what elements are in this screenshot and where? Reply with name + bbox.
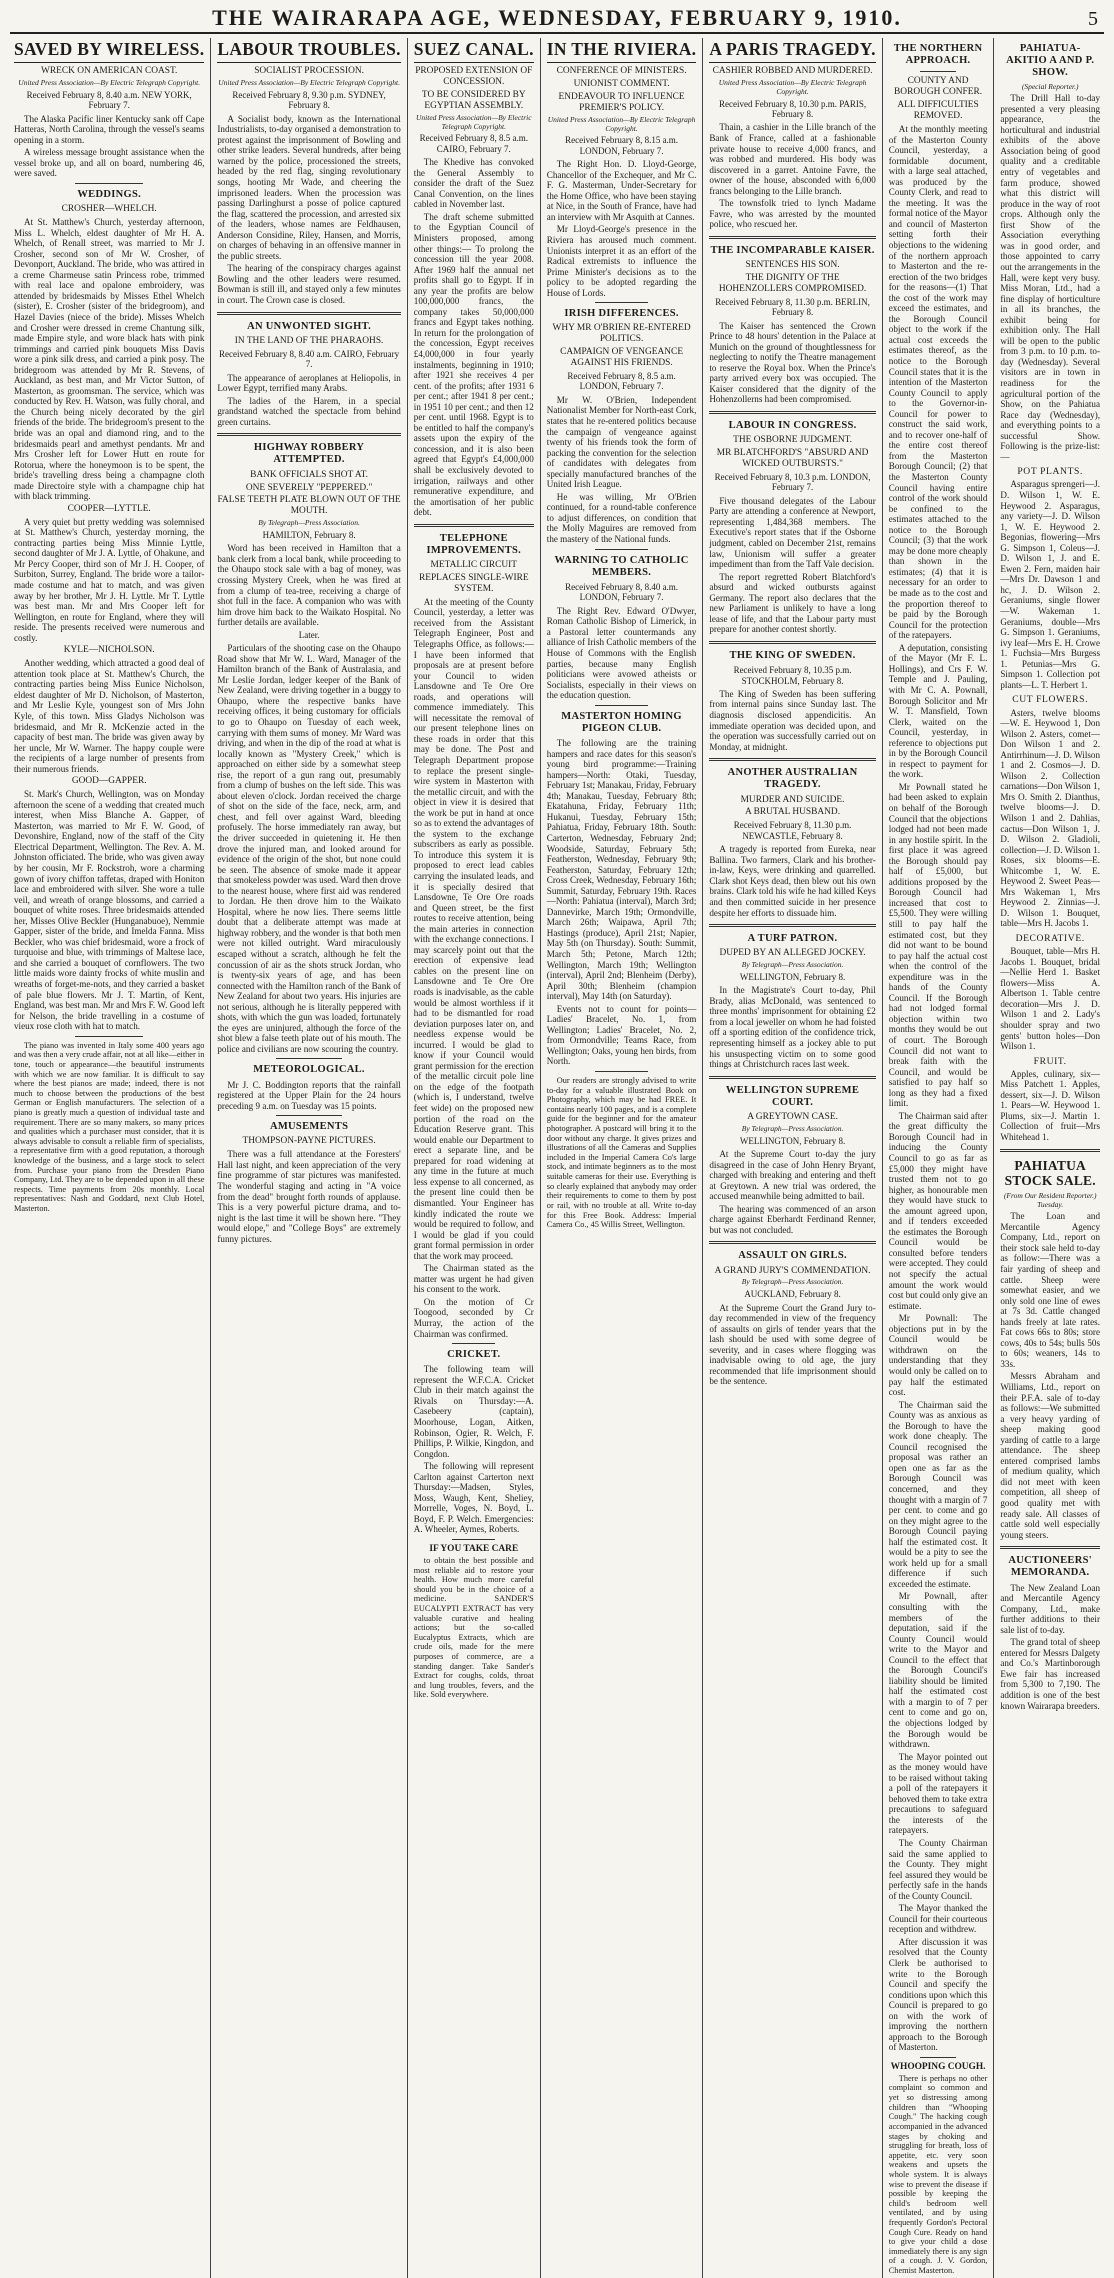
divider (709, 236, 875, 239)
article-paragraph: A wireless message brought assistance when the vessel broke up, and all on board, numbering 46, were saved. (14, 147, 205, 179)
article-paragraph: The appearance of aeroplanes at Heliopolis, in Lower Egypt, terrified many Arabs. (217, 372, 401, 394)
wire-credit: By Telegraph—Press Association. (741, 960, 844, 970)
column-4 (541, 38, 704, 2278)
article-subhead: WRECK ON AMERICAN COAST. (41, 66, 178, 77)
article-headline: LABOUR TROUBLES. (217, 40, 400, 63)
section-heading: MASTERTON HOMING PIGEON CLUB. (561, 710, 682, 734)
article-subhead: SENTENCES HIS SON. (745, 260, 840, 271)
article-paragraph: Mr Pownall, after consulting with the members of the deputation, said if the County Council would write to the Mayor and Council to the effect that the Borough Council's liability should be limited half the estimated cost with a margin to of 7 per cent to come and go on, the objections lodged by the Borough would be withdrawn. (888, 1591, 988, 1750)
article-headline: SUEZ CANAL. (414, 40, 534, 63)
article-paragraph: The Mayor thanked the Council for their courteous reception and withdrew. (888, 1903, 988, 1935)
column-6 (883, 38, 995, 2278)
article-subhead: METALLIC CIRCUIT (430, 560, 518, 571)
section-heading: CUT FLOWERS. (1012, 694, 1089, 706)
article-subhead: KYLE—NICHOLSON. (63, 645, 155, 656)
section-heading: WARNING TO CATHOLIC MEMBERS. (554, 554, 689, 578)
article-paragraph: In the Magistrate's Court to-day, Phil Brady, alias McDonald, was sentenced to three months' imprisonment for obtaining £2 from a local jeweller on whom he had foisted off a sporting edition of the confidence trick, representing himself as a jockey able to put his unsuspecting victim on to some good things at Christchurch races last week. (709, 985, 876, 1070)
article-paragraph: A Socialist body, known as the International Industrialists, to-day organised a demonstration to protest against the imprisonment of Bowling and other strike leaders. Several hundreds, after being warned by the police, processioned the streets, headed by the red flag, singing revolutionary songs, hooting Mr Wade, and cheering the imprisoned leaders. When the procession was passing Darlinghurst a posse of police captured the flag, scattered the procession, and arrested six of the leaders, whose names are Feldhausen, Anderson Considine, Riley, Hansen, and Morris, on charges of behaving in an offensive manner in the public streets. (217, 113, 401, 261)
article-paragraph: A deputation, consisting of the Mayor (Mr F. L. Hollings), and Crs F. W. Temple and J. Pauling, with Mr C. A. Pownall, Borough Solicitor and Mr W. T. Mansfield, Town Clerk, waited on the Council, yesterday, in reference to objections put in by the Borough Council in respect to payment for the work. (888, 642, 988, 780)
wire-credit: United Press Association—By Electric Telegraph Copyright. (718, 78, 867, 96)
article-paragraph: Mr J. C. Boddington reports that the rainfall registered at the Upper Plain for the 24 hours preceding 9 a.m. on Tuesday was 15 points. (217, 1079, 401, 1111)
article-paragraph: The report regretted Robert Blatchford's absurd and wicked outbursts against Germany. The report also declares that the new Parliament is unlikely to have a long lease of life, and that the Labour party must prepare for another contest shortly. (709, 571, 876, 635)
dateline: Received February 8, 8.40 a.m. LONDON, February 7. (565, 581, 679, 603)
article-paragraph: The following will represent Carlton against Carterton next Thursday:—Madsen, Styles, Moss, Waugh, Kent, Sheliey, Morrelle, Voges, N. Boyd, L. Boyd, F. P. Welch. Emergencies: A. Wheeler, Aymes, Roberts. (413, 1461, 534, 1535)
article-subhead: FALSE TEETH PLATE BLOWN OUT OF THE MOUTH. (217, 495, 401, 517)
divider (709, 924, 875, 927)
article-paragraph: The County Chairman said the same applied to the County. They might feel assured they would be perfectly safe in the hands of the County Council. (888, 1838, 988, 1901)
section-heading: ANOTHER AUSTRALIAN TRAGEDY. (727, 767, 858, 791)
masthead-title: THE WAIRARAPA AGE, WEDNESDAY, FEBRUARY 9, 1910. (212, 5, 902, 30)
divider (452, 1343, 495, 1344)
article-subhead: ALL DIFFICULTIES REMOVED. (897, 100, 979, 122)
page-number: 5 (1088, 8, 1098, 30)
dateline: WELLINGTON, February 8. (739, 971, 846, 982)
advertisement: to obtain the best possible and most reliable aid to restore your health. How much more careful should you be in the choice of a medicine. SANDER'S EUCALYPTI EXTRACT has very valuable curative and healing actions; but the so-called Eucalyptus Extracts, which are crude oils, made for the mere purposes of commerce, are a standing danger. Take Sander's Extract for coughs, colds, throat and lung troubles, fevers, and the like. Sold everywhere. (413, 1555, 534, 1700)
article-subhead: A BRUTAL HUSBAND. (745, 807, 841, 818)
article-paragraph: The Alaska Pacific liner Kentucky sank off Cape Hatteras, North Carolina, through the vessel's seams opening in a storm. (14, 113, 205, 145)
section-heading: IRISH DIFFERENCES. (564, 308, 679, 320)
article-paragraph: The King of Sweden has been suffering from internal pains since Sunday last. The diagnosis disclosed appendicitis. An immediate operation was decided upon, and the operation was successfully carried out on Monday, at midnight. (709, 688, 876, 752)
article-headline: A PARIS TRAGEDY. (709, 40, 875, 63)
article-paragraph: Another wedding, which attracted a good deal of attention took place at St. Matthew's Church, the contracting parties being Miss Eunice Nicholson, eldest daughter of Mr D. Nicholson, of Masterton, and Mr Leslie Kyle, youngest son of Mrs John Kyle, of this town. Miss Gladys Nicholson was bridesmaid, and Mr R. McKenzie acted in the capacity of best man. The bride was given away by her uncle, Mr W. Warner. The happy couple were the recipients of a large number of presents from their numerous friends. (14, 658, 205, 774)
article-paragraph: Mr Pownall stated he had been asked to explain on behalf of the Borough Council that the objections lodged had not been made in any hostile spirit. In the first place it was agreed the Borough should pay half of £5,000, but additions proposed by the Borough Council had increased that cost to £5,500. They were willing still to pay half the estimated cost, but they did not want to be bound to pay half the actual cost when the control of the expenditure was in the hands of the County Council. If the Borough had not lodged formal objection within two months they would be out of court. The Borough Council did not want to break faith with the Council, and would be satisfied to pay half so long as they had a fixed limit. (888, 781, 988, 1109)
article-subhead: CONFERENCE OF MINISTERS. (556, 66, 687, 77)
wire-credit: United Press Association—By Electric Telegraph Copyright. (18, 78, 201, 88)
section-heading: A TURF PATRON. (747, 933, 838, 945)
column-5 (703, 38, 882, 2278)
article-paragraph: The Kaiser has sentenced the Crown Prince to 48 hours' detention in the Palace at Munich on the ground of thoughtlessness for neglecting to notify the Theatre management to reserve the Royal box. When the Prince's party arrived every box was occupied. The Kaiser considered that the dignity of the Hohenzollerns had been compromised. (709, 320, 876, 405)
article-subhead: COUNTY AND BOROUGH CONFER. (894, 76, 983, 98)
article-paragraph: At the Supreme Court the Grand Jury to-day recommended in view of the frequency of assaults on girls of tender years that the lash should be used with some degree of severity, and in cases where flogging was inadvisable owing to old age, the jury recommended that life imprisonment should be the sentence. (709, 1302, 876, 1387)
article-paragraph: A tragedy is reported from Eureka, near Ballina. Two farmers, Clark and his brother-in-law, Keys, were drinking and quarrelled. Clark shot Keys dead, then blew out his own brains. Clark told his wife he had killed Keys and then committed suicide in her presence despite her efforts to dissuade him. (709, 844, 876, 918)
divider (709, 758, 875, 761)
article-paragraph: A very quiet but pretty wedding was solemnised at St. Matthew's Church, yesterday morning, the contracting parties being Miss Minnie Lyttle, second daughter of Mr J. A. Lyttle, of Ohakune, and Mr Percy Cooper, third son of Mr J. H. Cooper, of Surbiton, Surrey, England. The bride wore a tailor-made costume and hat to match, and was given away by her brother, Mr J. H. Lyttle. Mr T. Lyttle was best man. Mr and Mrs Cooper left for Wellington, en route for England, where they will reside. The presents received were numerous and costly. (14, 516, 205, 643)
wire-credit: United Press Association—By Electric Telegraph Copyright. (218, 78, 400, 88)
reporter-credit: (From Our Resident Reporter.) Tuesday. (1003, 1190, 1097, 1209)
article-subhead: SOCIALIST PROCESSION. (254, 66, 364, 77)
divider (595, 302, 649, 303)
article-paragraph: The Chairman said the County was as anxious as the Borough to have the work done cheaply. The Council recognised the proposal was rather an open one as far as the Borough Council was concerned, and they thought with a margin of 7 per cent. to come and go on they might agree to the Borough Council paying half the estimated cost. It would be a pity to see the work held up for a small difference if such exceeded the estimate. (888, 1399, 988, 1589)
divider (452, 1539, 495, 1540)
dateline: Received February 8, 8.40 a.m. NEW YORK, February 7. (26, 89, 192, 111)
divider (276, 1115, 342, 1116)
dateline: Received February 8, 11.30 p.m. NEWCASTLE, February 8. (733, 820, 852, 841)
advertisement-heading: WHOOPING COUGH. (890, 2061, 986, 2072)
dateline: Received February 8, 10.3 p.m. LONDON, February 7. (714, 471, 871, 493)
wire-credit: United Press Association—By Electric Telegraph Copyright. (415, 112, 532, 131)
section-heading: THE INCOMPARABLE KAISER. (710, 244, 875, 256)
article-paragraph: After discussion it was resolved that the County Clerk be authorised to write to the Borough Council and specify the conditions upon which this Council is prepared to go on with the work of improving the northern approach to the Borough of Masterton. (888, 1936, 988, 2053)
divider (75, 1036, 144, 1037)
divider (920, 2057, 955, 2058)
article-subhead: WHY MR O'BRIEN RE-ENTERED POLITICS. (552, 323, 691, 345)
article-paragraph: Events not to count for points—Ladies' Bracelet, No. 1, from Wellington; Ladies' Bracelet, No. 2, from Ormondville; Teams Race, from Wellington; Oaks, young hen birds, from North. (546, 1003, 697, 1067)
dateline: Received February 8, 8.5 a.m. CAIRO, February 7. (419, 133, 529, 154)
section-heading: AN UNWONTED SIGHT. (247, 320, 372, 332)
article-paragraph: The Mayor pointed out as the money would have to be raised without taking a poll of the ratepayers it behoved them to take extra precautions to safeguard the interests of the ratepayers. (888, 1751, 988, 1836)
section-heading: TELEPHONE IMPROVEMENTS. (426, 532, 522, 556)
article-paragraph: At St. Matthew's Church, yesterday afternoon, Miss L. Whelch, eldest daughter of Mr H. A. Whelch, of Renall street, was married to Mr J. Crosher, second son of Mr W. Crosher, of Devonport, Auckland. The bride, who was attired in a creme Charmeuse satin Princess robe, trimmed with real lace and opalone embroidery, was attended by bridesmaids by Misses Ethel Whelch (sister), E. Crosher (sister of the bridegroom), and Hazel Davies (niece of the bride). Misses Whelch and Crosher were dressed in creme Chantung silk, made Empire style, and wore black hats with pink trimmings and carried pink bouquets Miss Davis wore a pink silk dress, and carried a pink posy. The bridegroom was attended by Mr R. Stevens, of Auckland, as best man, and Mr Victor Sutton, of Masterton, as groomsman. The service, which was conducted by Rev. H. Watson, was fully choral, and the Church being nicely decorated by the girl friends of the bride. The bridegroom's present to the bride was an opal and diamond ring, and to the bridesmaids pearl and amethyst pendants. Mr and Mrs Crosher left for Lower Hutt en route for Rotorua, where the honeymoon is to be spent, the bride's travelling dress being a champagne cloth made Directoire style with a champagne chip hat with black trimming. (14, 217, 205, 502)
section-heading: LABOUR IN CONGRESS. (728, 420, 857, 432)
columns (8, 38, 1106, 2276)
divider (709, 411, 875, 414)
article-paragraph: The hearing of the conspiracy charges against Bowling and the other leaders were resumed. Bowman is still ill, and stayed only a few minutes in court. The Crown case is closed. (217, 263, 401, 306)
dateline: Received February 8, 9.30 p.m. SYDNEY, February 8. (232, 89, 386, 111)
wire-credit: United Press Association—By Electric Telegraph Copyright. (547, 114, 696, 133)
article-subhead: UNIONIST COMMENT. (573, 79, 670, 90)
article-subhead: A GRAND JURY'S COMMENDATION. (714, 1265, 871, 1276)
wire-credit: By Telegraph—Press Association. (741, 1123, 844, 1133)
article-subhead: GOOD—GAPPER. (71, 776, 147, 787)
divider (595, 549, 649, 550)
dateline: HAMILTON, February 8. (262, 529, 356, 540)
dateline: Received February 8, 11.30 p.m. BERLIN, February 8. (715, 296, 870, 318)
article-paragraph: Mr Lloyd-George's presence in the Riviera has aroused much comment. Unionists interpret it as an effort of the Radical extremists to influence the Prime Minister's decisions as to the policy to be adopted regarding the House of Lords. (546, 224, 697, 298)
section-heading: CRICKET. (447, 1349, 501, 1361)
article-paragraph: At the monthly meeting of the Masterton County Council, yesterday, a formidable document, with a large seal attached, was produced by the County Clerk, and read to the meeting. It was the formal notice of the Mayor and council of Masterton setting forth their objections to the widening of the northern approach to Masterton and the re-erection of the two bridges for the reasons—(1) That the cost of the work may exceed the estimates, and the Borough Council object to the work if the actual cost exceeds the estimates thereof, as the notice to the Borough Council states that it is the intention of the Masterton County Council to apply to the Governor-in-Council for power to construct the said work, and to recover one-half of the entire cost thereof from the Masterton Borough Council; (2) that the Masterton County Council having entire control of the work should be confined to the estimates attached to the notice to the Borough Council; (3) that the work may be done more cheaply than shown in the estimates; (4) that it is necessary for an order to be made as to the cost and the proportion thereof to be paid by the Borough Council for the protection of the ratepayers. (888, 123, 988, 641)
article-subhead: COOPER—LYTTLE. (67, 503, 151, 514)
divider (709, 641, 875, 644)
article-headline: PAHIATUA-AKITIO A AND P. SHOW. (1006, 43, 1095, 79)
article-subhead: THE OSBORNE JUDGMENT. (733, 435, 852, 446)
dateline: Received February 8, 8.5 a.m. LONDON, February 7. (567, 371, 676, 392)
section-heading: PAHIATUA STOCK SALE. (1004, 1157, 1096, 1189)
section-heading: POT PLANTS. (1017, 466, 1083, 478)
article-paragraph: The Loan and Mercantile Agency Company, Ltd., report on their stock sale held to-day as follow:—There was a fair yarding of sheep and cattle. Sheep were somewhat easier, and we only sold one line of ewes at 7s 3d. Cattle changed hands freely at late rates. Fat cows 66s to 80s; store cows, 40s to 54s; bulls 50s to 60s; weaners, 14s to 33s. (1000, 1211, 1100, 1369)
article-paragraph: Five thousand delegates of the Labour Party are attending a conference at Newport, representing 1,484,368 members. The Executive's report states that if the Osborne judgment, cabled on December 21st, remains law, Unionism will suffer a greater impediment than from the Taff Vale decision. (709, 495, 876, 570)
column-7 (994, 38, 1106, 2278)
advertisement: Our readers are strongly advised to write to-day for a valuable illustrated Book on Photography, which may be had FREE. It contains nearly 100 pages, and is a complete guide for the beginner and for the amateur photographer. A postcard will bring it to the door without any charge. It gives prizes and illustrations of all the Cameras and Supplies included in the Imperial Camera Co's large stock, and intimate beginners as to the most suitable cameras for their use. Everything is so clearly explained that anybody may order their requirements to come to them by post or rail, with no trouble at all. Write to-day for this Free Book. Address: Imperial Camera Co., 45 Willis Street, Wellington. (546, 1076, 697, 1230)
dateline: Later. (298, 629, 320, 640)
section-heading: AUCTIONEERS' MEMORANDA. (1008, 1555, 1092, 1579)
article-paragraph: Apples, culinary, six—Miss Patchett 1. Apples, dessert, six—J. D. Wilson 1. Pears—W. Heywood 1. Plums, six—J. Martin 1. Collection of fruit—Mrs Whitehead 1. (1000, 1068, 1100, 1143)
article-paragraph: On the motion of Cr Toogood, seconded by Cr Murray, the action of the Chairman was confirmed. (413, 1296, 534, 1339)
article-paragraph: There was a full attendance at the Foresters' Hall last night, and keen appreciation of the very fine programme of star pictures was manifested. The wonderful staging and acting in "A voice from the dead" brought forth rounds of applause. This is a very powerful picture drama, and to-night is the last time it will be shown here. "They would elope," and "College Boys" are extremely funny pictures. (217, 1149, 401, 1244)
article-paragraph: Asters, twelve blooms—W. E. Heywood 1, Don Wilson 2. Asters, comet—Don Wilson 1 and 2. Antirrhinum—J. D. Wilson 1 and 2. Cosmos—J. D. Wilson 2. Collection carnations—Don Wilson 1, Mrs O. Smith 2. Dianthus, twelve blooms—J. D. Wilson 1 and 2. Dahlias, cactus—Don Wilson 1, J. D. Wilson 2. Gladioli, collection—J. D. Wilson 1. Roses, six blooms—E. Whitcombe 1, W. E. Heywood 2. Sweet Peas—Mrs Wakeman 1, Mrs Heywood 2. Zinnias—J. D. Wilson 1. Bouquet, table—Mrs H. Jacobs 1. (1000, 707, 1100, 929)
article-subhead: THOMPSON-PAYNE PICTURES. (242, 1136, 376, 1147)
article-subhead: BANK OFFICIALS SHOT AT. (250, 469, 369, 480)
article-subhead: IN THE LAND OF THE PHARAOHS. (234, 335, 384, 346)
section-heading: WEDDINGS. (77, 189, 142, 200)
divider (1000, 1546, 1100, 1549)
article-paragraph: The Right Rev. Edward O'Dwyer, Roman Catholic Bishop of Limerick, in a Pastoral letter countermands any alliance of Irish Catholic members of the House of Commons with the English parties, because many English politicians were avowed atheists or Socialists, especially in their views on the education question. (546, 605, 697, 701)
article-paragraph: The ladies of the Harem, in a special grandstand watched the spectacle from behind green curtains. (217, 395, 401, 427)
article-paragraph: At the Supreme Court to-day the jury disagreed in the case of John Henry Bryant, charged with breaking and entering and theft at Greytown. A new trial was ordered, the accused meanwhile being admitted to bail. (709, 1149, 876, 1202)
article-subhead: DUPED BY AN ALLEGED JOCKEY. (719, 948, 866, 959)
article-paragraph: The draft scheme submitted to the Egyptian Council of Ministers proposed, among other things:— To prolong the concession till the year 2008. After 1969 half the annual net profits shall go to Egypt. If in any year the profits are below 100,000,000 francs, the company takes 50,000,000 francs and Egypt takes nothing. In return for the prolongation of the concession, Egypt receives £4,000,000 in four yearly instalments, beginning in 1910; after 1921 she receives 4 per cent. of the profits; after 1931 6 per cent.; after 1941 8 per cent.; in 1951 10 per cent.; and then 12 per cent. until 1968. Egypt is to be entitled to half the company's assets upon the expiry of the concession, and it is also been agreed that Egypt's £4,000,000 shall be exclusively devoted to irrigation, railways and other remunerative expenditure, and the amortisation of her public debt. (413, 211, 534, 518)
divider (709, 1241, 875, 1244)
divider (709, 1076, 875, 1079)
article-headline: IN THE RIVIERA. (547, 40, 697, 63)
article-paragraph: Thain, a cashier in the Lille branch of the Bank of France, called at a fashionable private house to receive 4,000 francs, and was robbed and murdered. His body was discovered in a garret. Antoine Favre, the owner of the house, absconded with 6,000 francs belonging to the Lille branch. (709, 122, 876, 196)
article-subhead: ONE SEVERELY "PEPPERED." (245, 482, 373, 493)
column-2 (211, 38, 407, 2278)
article-paragraph: The following team will represent the W.F.C.A. Cricket Club in their match against the Rivals on Thursday:—A. Casebeery (captain), Moorhouse, Logan, Aitken, Robinson, Ogier, R. Welch, F. Phillips, P. Wilkie, Kingdon, and Congdon. (413, 1364, 534, 1459)
article-subhead: MURDER AND SUICIDE. (740, 794, 845, 805)
article-subhead: ENDEAVOUR TO INFLUENCE PREMIER'S POLICY. (558, 92, 685, 113)
section-heading: FRUIT. (1033, 1055, 1067, 1067)
article-paragraph: Particulars of the shooting case on the Ohaupo Road show that Mr W. L. Ward, Manager of the Hamilton branch of the Bank of Australasia, and Mr Leslie Jordan, ledger keeper of the Bank of New Zealand, were driving together in a buggy to Ohaupo, where the respective banks have receiving offices, it being customary for officials to go to Ohaupo on Tuesday of each week, carrying with them sums of money. Mr Ward was driving, and when in the dip of the road at what is locally known as "Mystery Creek," which is approached on either side by a somewhat steep rise, the report of a gun rang out, presumably from a clump of bushes on the left side. This was about eleven o'clock. Jordan received the charge of shot on the side of the face, neck, arm, and chest, and fell over against Ward, bleeding profusely. The horse immediately ran away, but the driver succeeded in quietening it. He then drove the injured man, and looked around for evidence of the origin of the shot, but none could be seen. The absence of smoke made it appear that smokeless powder was used. Ward then drove to the nearest house, where first aid was rendered to Jordan. He then drove him to the Waikato Hospital, where he now lies. There seems little doubt that a deliberate attempt was made at highway robbery, and the wonder is that both men were not killed outright. Ward miraculously escaped without a scratch, although he felt the concussion of air as the shots struck Jordan, who is twenty-six years of age, and has been connected with the Hamilton ranch of the Bank of New Zealand for about two years. His injuries are not serious, although he is literally peppered with shots, with which the gun was loaded, fortunately the eyes are uninjured, although the force of the shot blew a false teeth plate out of his mouth. The police and civilians are now scouring the country. (217, 643, 401, 1054)
divider (920, 71, 955, 72)
divider (217, 312, 400, 315)
article-paragraph: The Chairman stated as the matter was urgent he had given his consent to the work. (413, 1263, 534, 1295)
article-paragraph: The hearing was commenced of an arson charge against Eberhardt Ferdinand Renner, but was not concluded. (709, 1203, 876, 1235)
advertisement-heading: IF YOU TAKE CARE (429, 1543, 519, 1554)
divider (595, 705, 649, 706)
divider (595, 1071, 649, 1072)
section-heading: WELLINGTON SUPREME COURT. (725, 1084, 860, 1108)
section-heading: AMUSEMENTS (269, 1121, 349, 1133)
section-heading: THE KING OF SWEDEN. (729, 649, 856, 661)
article-paragraph: Messrs Abraham and Williams, Ltd., report on their P.F.A. sale of to-day as follows:—We submitted a very heavy yarding of sheep making good yarding of cattle to a large attendance. The sheep entered comprised lambs of medium quality, which did not meet with keen competition, all sheep of good quality met with ready sale. All classes of cattle sold well especially young steers. (1000, 1371, 1100, 1540)
article-subhead: MR BLATCHFORD'S "ABSURD AND WICKED OUTBURSTS." (716, 448, 869, 469)
wire-credit: By Telegraph—Press Association. (258, 518, 360, 528)
section-heading: HIGHWAY ROBBERY ATTEMPTED. (253, 442, 365, 466)
article-paragraph: The following are the training hampers and race dates for this season's young bird programme:—Training hampers—North: Otaki, Tuesday, February 1st; Manakau, Friday, February 4th; Manakau, Tuesday, February 8th; Ekatahuna, Friday, February 11th; Hukanui, Tuesday, February 15th; Pahiatua, Friday, February 18th. South: Carterton, Wednesday, February 2nd; Woodside, Saturday, February 5th; Featherston, Wednesday, February 9th; Featherston, Saturday, February 12th; Cross Creek, Wednesday, February 16th; Summit, Saturday, February 19th. Races—North: Pahiatua (interval), March 3rd; Dannevirke, March 19th; Ormondville, March 26th; Waipawa, April 7th; Hastings (produce), April 21st; Napier, May 5th (on Thursday). South: Summit, March 5th; Petone, March 12th; Wellington, March 19th; Wellington (interval), April 2nd; Blenheim (Derby), April 30th; Blenheim (champion interval), May 14th (on Saturday). (546, 738, 697, 1002)
dateline: Received February 8, 10.35 p.m. STOCKHOLM, February 8. (733, 665, 852, 686)
article-paragraph: The grand total of sheep entered for Messrs Dalgety and Co.'s Martinborough Ewe fair has increased from 5,300 to 7,190. The addition is one of the best known Wairarapa breeders. (1000, 1637, 1100, 1711)
article-subhead: TO BE CONSIDERED BY EGYPTIAN ASSEMBLY. (421, 90, 526, 111)
divider (75, 183, 144, 184)
article-subhead: PROPOSED EXTENSION OF CONCESSION. (415, 66, 533, 88)
wire-credit: By Telegraph—Press Association. (741, 1277, 844, 1287)
article-paragraph: Bouquet, table—Mrs H. Jacobs 1. Bouquet, bridal—Nellie Herd 1. Basket flowers—Miss A. Albertson 1. Table centre decoration—Mrs J. D. Wilson 1 and 2. Lady's shoulder spray and two gents' button holes—Don Wilson 1. (1000, 946, 1100, 1052)
article-paragraph: The Khedive has convoked the General Assembly to consider the draft of the Suez Canal Convention, on the lines cabled in November last. (413, 157, 534, 210)
section-heading: METEOROLOGICAL. (253, 1064, 365, 1076)
column-3 (408, 38, 541, 2278)
article-paragraph: The townsfolk tried to lynch Madame Favre, who was arrested by the mounted police, who rescued her. (709, 198, 876, 230)
advertisement: The piano was invented in Italy some 400 years ago and was then a very crude affair, not at all like—either in tone, touch or appearance—the beautiful instruments with which we are now familiar. It is difficult to say where the best pianos are made; indeed, there is not much to choose between the productions of the best German or English manufacturers. The selection of a piano is greatly much a question of individual taste and requirement. There are so many makers, so many prices and qualities which a purchaser must consider, that it is always advisable to consult a reliable firm of specialists, a representative firm with a good reputation, a thorough knowledge of the business, and a large stock to select from. Purchase your piano from the Dresden Piano Company, Ltd. They are to be depended upon in all these respects. Time payments from 20s monthly. Local representatives: Nash and Goddard, next Club Hotel, Masterton. (14, 1040, 205, 1214)
article-subhead: A GREYTOWN CASE. (747, 1112, 838, 1122)
article-subhead: CASHIER ROBBED AND MURDERED. (712, 66, 873, 77)
article-subhead: THE DIGNITY OF THE HOHENZOLLERS COMPROMISED. (718, 272, 867, 294)
article-paragraph: The Right Hon. D. Lloyd-George, Chancellor of the Exchequer, and Mr C. F. G. Masterman, Under-Secretary for the Home Office, who have been staying at Nice, in the South of France, have had an interview with Mr Asquith at Cannes. (546, 159, 697, 222)
section-heading: DECORATIVE. (1015, 933, 1085, 945)
reporter-credit: (Special Reporter.) (1021, 81, 1079, 91)
article-paragraph: The Chairman said after the great difficulty the Borough Council had in inducing the County Council to go as far as £5,000 they might have trusted them not to go higher, as honourable men they would have stuck to the amount agreed upon, and if tenders exceeded the estimates the Borough Council would be consulted before tenders were accepted. They could not specify the actual amount the work would cost but could only give an estimate. (888, 1110, 988, 1311)
article-paragraph: Mr W. O'Brien, Independent Nationalist Member for North-east Cork, states that he re-entered politics because the campaign of vengeance against twenty of his friends took the form of packing the convention for the selection of candidates with delegates from specially manufactured branches of the United Irish League. (546, 394, 697, 490)
dateline: Received February 8, 8.15 a.m. LONDON, February 7. (565, 135, 679, 156)
article-paragraph: St. Mark's Church, Wellington, was on Monday afternoon the scene of a wedding that created much interest, when Miss Blanche A. Gapper, of Masterton, was married to Mr F. W. Good, of Devonshire, England, now of the staff of the City Electrical Department, Wellington. The Rev. A. M. Johnston officiated. The bride, who was given away by her cousin, Mr F. Rockstroh, wore a charming gown of ivory chiffon taffetas, draped with Honiton lace and embroidered with silver. She wore a tulle veil, and wreath of orange blossoms, and carried a bouquet of white roses. Three bridesmaids attended her, Misses Olive Beckler (Hunganabuoe), Nemmie Gapper, sister of the bride, and Imelda Fanna. Miss Beckler, who was chief bridesmaid, wore a frock of turquoise and blue, with trimmings of Maltese lace, and she carried a bouquet of cornflowers. The two little maids wore dainty frocks of white muslin and wreaths of forget-me-nots, and they carried a basket of pale blue flowers. Mr J. T. Martin, of Kent, England, was best man. Mr and Mrs F. W. Good left for Nelson, the bride travelling in a costume of vieux rose cloth with hat to match. (14, 789, 205, 1032)
article-subhead: CROSHER—WHELCH. (61, 204, 157, 215)
article-paragraph: The New Zealand Loan and Mercantile Agency Company, Ltd., make further additions to their sale list of to-day. (1000, 1582, 1100, 1635)
dateline: WELLINGTON, February 8. (739, 1135, 846, 1146)
article-paragraph: Asparagus sprengeri—J. D. Wilson 1, W. E. Heywood 2. Asparagus, any variety—J. D. Wilson 1, W. E. Heywood 2. Begonias, flowering—Mrs G. Simpson 1, Coleus—J. D. Wilson 1, J. and E. Ewen 2. Fern, maiden hair—Mrs Dr. Dawson 1 and hc, J. D. Wilson 2. Geraniums, single flower—W. Wakeman 1. Geraniums, double—Mrs G. Simpson 1. Geraniums, ivy leaf—Mrs E. H. Crowe 1. Fuchsia—Mrs Burgess 1. Petunias—Mrs G. Simpson 1. Collection pot plants—L. T. Herbert 1. (1000, 479, 1100, 690)
article-paragraph: Word has been received in Hamilton that a bank clerk from a local bank, while proceeding to the Ohaupo stock sale with a bag of money, was crossing Mystery Creek, when he was fired at from a clump of tea-tree, receiving a charge of shot full in the face. A companion who was with him drove him back to the Waikato Hospital. No further details are available. (217, 543, 401, 628)
article-headline: THE NORTHERN APPROACH. (893, 43, 983, 67)
article-headline: SAVED BY WIRELESS. (14, 40, 204, 63)
article-paragraph: He was willing, Mr O'Brien continued, for a round-table conference to adjust differences, on condition that the Molly Maguires are removed from the mastery of the National funds. (546, 491, 697, 545)
article-paragraph: The Drill Hall to-day presented a very pleasing appearance, the horticultural and industrial exhibits of the above Association being of good quality and a creditable entry of vegetables and farm produce, showed what this district will produce in the way of root crops. Although only the first Show of the Association everything was in good order, and those appointed to carry out the arrangements in the Hall, were kept very busy. Miss Moran, Ltd., had a fine display of horticulture in all its branches, the exhibit being for exhibition only. The Hall will be open to the public from 3 p.m. to 10 p.m. to-day (Wednesday). Several visitors are in town in readiness for the agricultural portion of the Show, on the Pahiatua Race day (Wednesday), and everything points to a successful Show. Following is the prize-list:— (1000, 93, 1100, 462)
divider (217, 433, 400, 436)
article-subhead: REPLACES SINGLE-WIRE SYSTEM. (418, 572, 529, 594)
divider (1000, 1149, 1100, 1152)
section-heading: ASSAULT ON GIRLS. (738, 1250, 847, 1262)
dateline: Received February 8, 8.40 a.m. CAIRO, February 7. (218, 348, 400, 370)
article-paragraph: Mr Pownall: The objections put in by the Council would be withdrawn on the understanding that they would only be called on to pay half the estimated cost. (888, 1313, 988, 1398)
column-1 (8, 38, 211, 2278)
dateline: AUCKLAND, February 8. (744, 1289, 841, 1300)
article-paragraph: At the meeting of the County Council, yesterday, a letter was received from the Assistant Telegraph Engineer, Post and Telegraphs Office, as follows:—I have been informed that proposals are at present before your Council to widen Lansdowne and Te Ore Ore roads, and operations will commence immediately. This will necessitate the removal of our present telephone lines on these roads in order that this may be done. The Post and Telegraph Department propose to replace the present single-wire system in Masterton with the metallic circuit, and with the object in view it is desired that the work be put in hand at once so as to extend the advantages of the system to the exchange subscribers as early as possible. To introduce this system it is proposed to erect lead cables carrying the insulated leads, and it is specially desired that Lansdowne, Te Ore Ore roads and Queen street, be the first routes to receive attention, being the main arteries in connection with the exchange connections. I may scarcely point out that the erection of expensive lead cables on the present line on Lansdowne and Te Ore Ore roads is inadvisable, as the cable would be almost worthless if it had to be dismantled for road deviation purposes later on, and needless expense would be incurred. I would be glad to know if your Council would grant permission for the erection of the metallic circuit pole line on the edge of the footpath (which is, I understand, twelve feet wide) on the proposed new portion of the road on the Education Reserve grant. This would enable our Department to erect a separate line, and be prepared for road widening at any time in the future at much less expense to all concerned, as the present line could then be dismantled. Your Engineer has kindly indicated the route we would be required to follow, and I would be glad if you could grant formal permission in order that the work may proceed. (413, 596, 534, 1261)
article-subhead: CAMPAIGN OF VENGEANCE AGAINST HIS FRIENDS. (560, 347, 684, 369)
dateline: Received February 8, 10.30 p.m. PARIS, February 8. (718, 98, 867, 119)
advertisement: There is perhaps no other complaint so common and yet so distressing among children than "Whooping Cough." The hacking cough accompanied in the advanced stages by choking and struggling for breath, loss of appetite, etc. very soon weakens and upsets the whole system. It is always wise to prevent the disease if possible by keeping the child's bedroom well ventilated, and by using frequently Gordon's Pectoral Cough Cure. Ready on hand to give your child a dose immediately there is any sign of a cough. J. V. Gordon, Chemist Masterton. (888, 2073, 988, 2276)
divider (276, 1058, 342, 1059)
masthead (10, 4, 1104, 34)
divider (414, 524, 534, 527)
